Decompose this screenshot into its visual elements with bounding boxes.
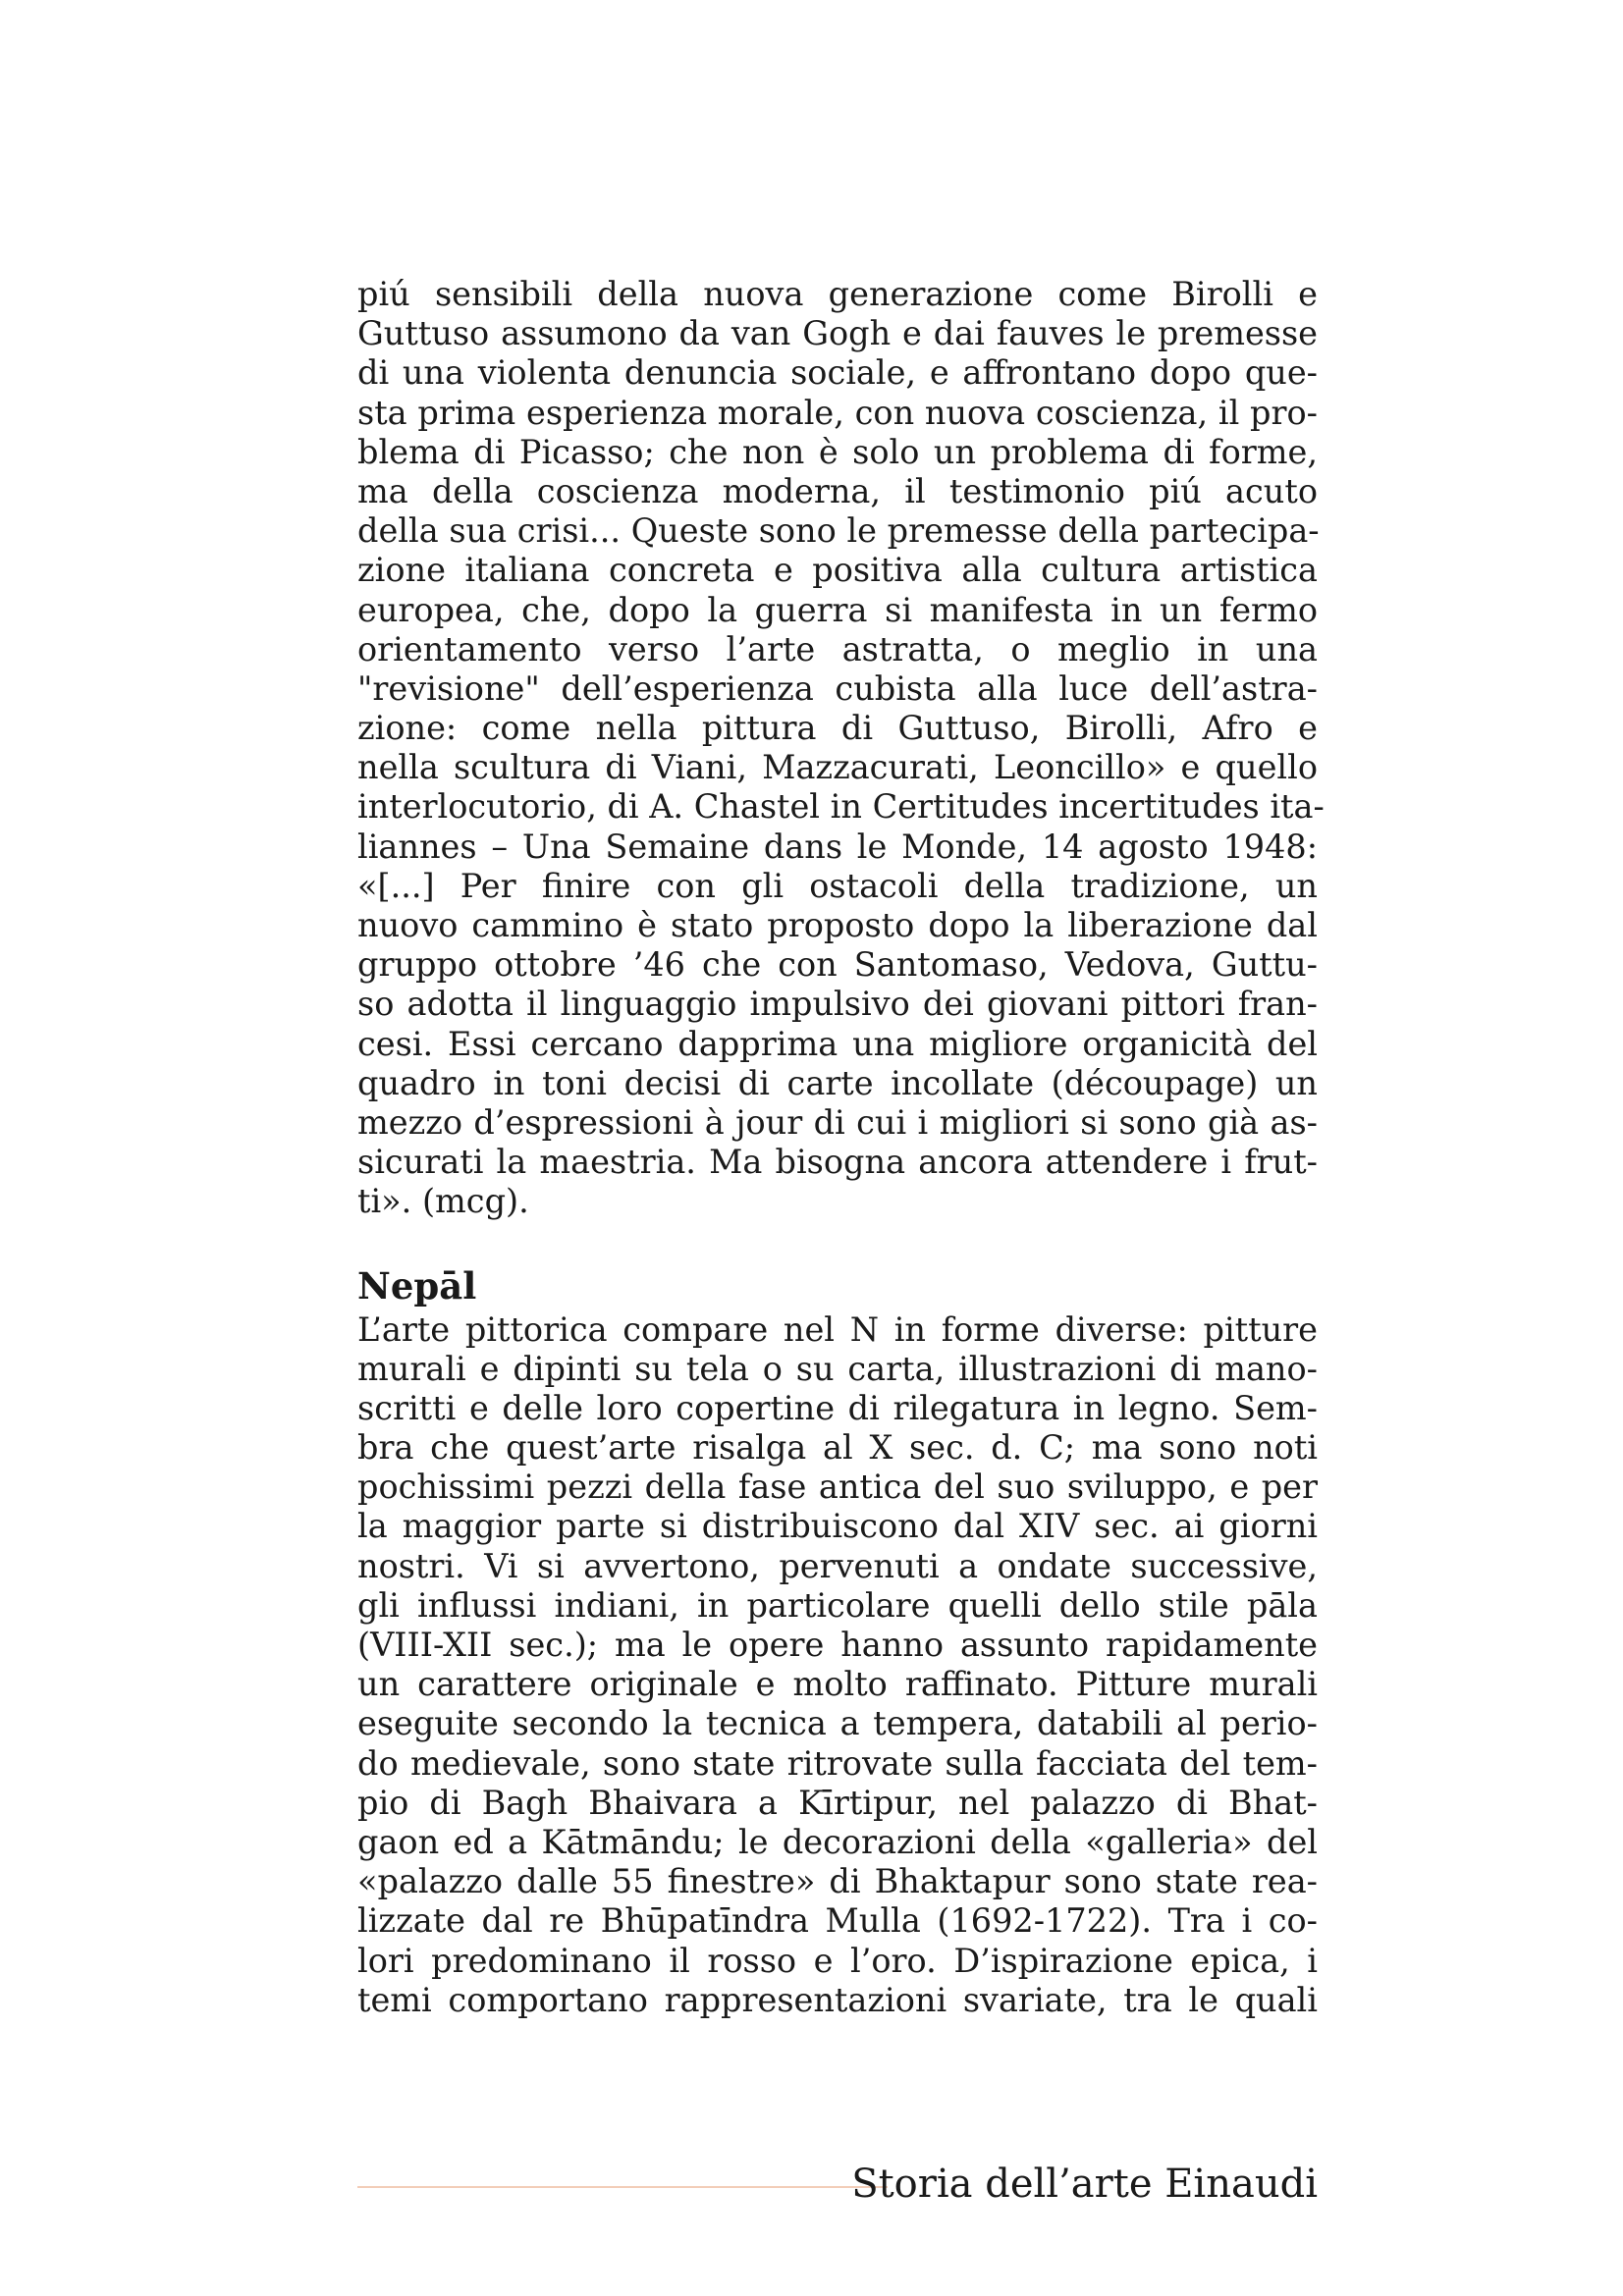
- footer-divider: [357, 2186, 888, 2188]
- text-line: pio di Bagh Bhaivara a Kīrtipur, nel palazzo di Bhat-: [357, 1783, 1318, 1822]
- text-line: la maggior parte si distribuiscono dal XIV sec. ai giorni: [357, 1507, 1318, 1546]
- text-line: mezzo d’espressioni à jour di cui i migliori si sono già as-: [357, 1102, 1318, 1142]
- text-line: pochissimi pezzi della fase antica del suo sviluppo, e per: [357, 1468, 1318, 1507]
- text-line: lizzate dal re Bhūpatīndra Mulla (1692-1722). Tra i co-: [357, 1901, 1318, 1941]
- section-heading: Nepāl: [357, 1263, 477, 1308]
- text-line: ma della coscienza moderna, il testimonio piú acuto: [357, 471, 1318, 510]
- text-line: gruppo ottobre ’46 che con Santomaso, Vedova, Guttu-: [357, 945, 1318, 985]
- text-line: ti». (mcg).: [357, 1182, 529, 1221]
- text-line: quadro in toni decisi di carte incollate (découpage) un: [357, 1063, 1318, 1102]
- text-line: gli influssi indiani, in particolare quelli dello stile pāla: [357, 1585, 1318, 1625]
- text-line: liannes – Una Semaine dans le Monde, 14 agosto 1948:: [357, 827, 1318, 866]
- text-line: eseguite secondo la tecnica a tempera, databili al perio-: [357, 1704, 1318, 1743]
- text-line: sta prima esperienza morale, con nuova coscienza, il pro-: [357, 393, 1318, 432]
- text-line: zione: come nella pittura di Guttuso, Birolli, Afro e: [357, 709, 1318, 748]
- text-line: europea, che, dopo la guerra si manifesta in un fermo: [357, 590, 1318, 629]
- text-line: Guttuso assumono da van Gogh e dai fauves le premesse: [357, 314, 1318, 353]
- text-line: scritti e delle loro copertine di rilegatura in legno. Sem-: [357, 1388, 1318, 1427]
- text-line: «palazzo dalle 55 finestre» di Bhaktapur sono state rea-: [357, 1862, 1318, 1901]
- text-line: cesi. Essi cercano dapprima una migliore organicità del: [357, 1024, 1318, 1063]
- text-line: «[...] Per finire con gli ostacoli della tradizione, un: [357, 866, 1318, 905]
- text-line: blema di Picasso; che non è solo un problema di forme,: [357, 432, 1318, 471]
- text-line: (VIII-XII sec.); ma le opere hanno assunto rapidamente: [357, 1626, 1318, 1664]
- text-line: "revisione" dell’esperienza cubista alla luce dell’astra-: [357, 668, 1318, 708]
- text-line: zione italiana concreta e positiva alla cultura artistica: [357, 551, 1318, 590]
- text-line: so adotta il linguaggio impulsivo dei giovani pittori fran-: [357, 985, 1318, 1024]
- footer-publication-title: Storia dell’arte Einaudi: [851, 2162, 1318, 2207]
- text-line: della sua crisi... Queste sono le premesse della partecipa-: [357, 511, 1320, 551]
- text-line: di una violenta denuncia sociale, e affrontano dopo que-: [357, 353, 1318, 393]
- text-line: murali e dipinti su tela o su carta, illustrazioni di mano-: [357, 1349, 1318, 1388]
- text-line: nella scultura di Viani, Mazzacurati, Leoncillo» e quello: [357, 748, 1318, 787]
- text-line: sicurati la maestria. Ma bisogna ancora attendere i frut-: [357, 1143, 1318, 1182]
- text-line: piú sensibili della nuova generazione come Birolli e: [357, 275, 1318, 313]
- text-line: interlocutorio, di A. Chastel in Certitudes incertitudes ita-: [357, 787, 1325, 827]
- text-line: orientamento verso l’arte astratta, o meglio in una: [357, 629, 1318, 668]
- text-line: nuovo cammino è stato proposto dopo la liberazione dal: [357, 906, 1318, 944]
- text-line: do medievale, sono state ritrovate sulla facciata del tem-: [357, 1743, 1318, 1783]
- text-line: L’arte pittorica compare nel N in forme diverse: pitture: [357, 1309, 1318, 1349]
- text-line: temi comportano rappresentazioni svariate, tra le quali: [357, 1980, 1318, 2019]
- paragraph-continuation: [357, 275, 1325, 1222]
- text-line: un carattere originale e molto raffinato. Pitture murali: [357, 1665, 1318, 1704]
- page-body: [357, 275, 1325, 2020]
- text-line: lori predominano il rosso e l’oro. D’ispirazione epica, i: [357, 1941, 1318, 1980]
- section-paragraph: [357, 1310, 1318, 2020]
- text-line: gaon ed a Kātmāndu; le decorazioni della «galleria» del: [357, 1822, 1318, 1861]
- text-line: nostri. Vi si avvertono, pervenuti a ondate successive,: [357, 1546, 1318, 1585]
- text-line: bra che quest’arte risalga al X sec. d. C; ma sono noti: [357, 1428, 1318, 1468]
